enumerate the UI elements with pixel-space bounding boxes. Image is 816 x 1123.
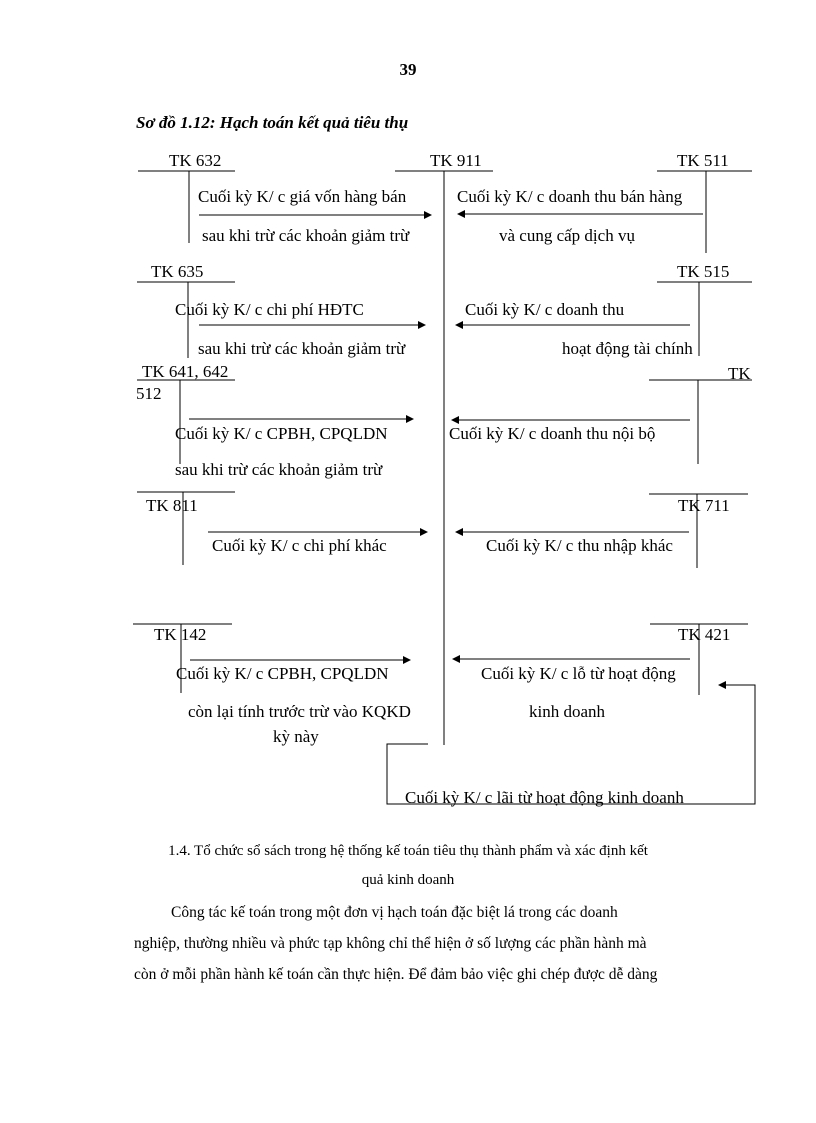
section-heading-cont: quả kinh doanh (361, 872, 455, 888)
entry-512-line1: Cuối kỳ K/ c doanh thu nội bộ (449, 424, 656, 443)
tk511-label: TK 511 (677, 151, 729, 170)
tk711-label: TK 711 (678, 496, 730, 515)
tk421-label: TK 421 (678, 625, 731, 644)
entry-515-line2: hoạt động tài chính (562, 339, 693, 358)
entry-632-line1: Cuối kỳ K/ c giá vốn hàng bán (198, 187, 407, 206)
entry-421-line1: Cuối kỳ K/ c lỗ từ hoạt động (481, 664, 676, 683)
entry-711-line1: Cuối kỳ K/ c thu nhập khác (486, 536, 673, 555)
entry-142-line3: kỳ này (273, 727, 319, 746)
entry-142-line1: Cuối kỳ K/ c CPBH, CPQLDN (176, 664, 389, 683)
entry-511-line1: Cuối kỳ K/ c doanh thu bán hàng (457, 187, 683, 206)
tk911-label: TK 911 (430, 151, 482, 170)
tk641-label: TK 641, 642 (142, 362, 229, 381)
entry-811-line1: Cuối kỳ K/ c chi phí khác (212, 536, 387, 555)
entry-635-line1: Cuối kỳ K/ c chi phí HĐTC (175, 300, 364, 319)
tk512-label-bottom: 512 (136, 384, 162, 403)
paragraph-line-1: Công tác kế toán trong một đơn vị hạch toán đặc biệt lá trong các doanh (171, 904, 618, 921)
tk811-label: TK 811 (146, 496, 198, 515)
entry-641-line1: Cuối kỳ K/ c CPBH, CPQLDN (175, 424, 388, 443)
entry-profit: Cuối kỳ K/ c lãi từ hoạt động kinh doanh (405, 788, 684, 807)
entry-632-line2: sau khi trừ các khoản giảm trừ (202, 226, 410, 245)
entry-511-line2: và cung cấp dịch vụ (499, 226, 635, 245)
diagram-title: Sơ đồ 1.12: Hạch toán kết quả tiêu thụ (136, 113, 409, 132)
page-number: 39 (399, 60, 417, 79)
tk512-label-top: TK (728, 364, 751, 383)
entry-142-line2: còn lại tính trước trừ vào KQKD (188, 702, 411, 721)
entry-515-line1: Cuối kỳ K/ c doanh thu (465, 300, 625, 319)
paragraph-line-3: còn ở mỗi phần hành kế toán cần thực hiện. Để đảm bảo việc ghi chép được dễ dàng (134, 966, 658, 983)
tk515-label: TK 515 (677, 262, 730, 281)
section-heading: 1.4. Tổ chức sổ sách trong hệ thống kế toán tiêu thụ thành phẩm và xác định kết (168, 843, 648, 859)
entry-635-line2: sau khi trừ các khoản giảm trừ (198, 339, 406, 358)
entry-421-line2: kinh doanh (529, 702, 606, 721)
tk632-label: TK 632 (169, 151, 222, 170)
tk635-label: TK 635 (151, 262, 204, 281)
entry-641-line2: sau khi trừ các khoản giảm trừ (175, 460, 383, 479)
paragraph-line-2: nghiệp, thường nhiều và phức tạp không chỉ thể hiện ở số lượng các phần hành mà (134, 935, 647, 952)
tk142-label: TK 142 (154, 625, 207, 644)
